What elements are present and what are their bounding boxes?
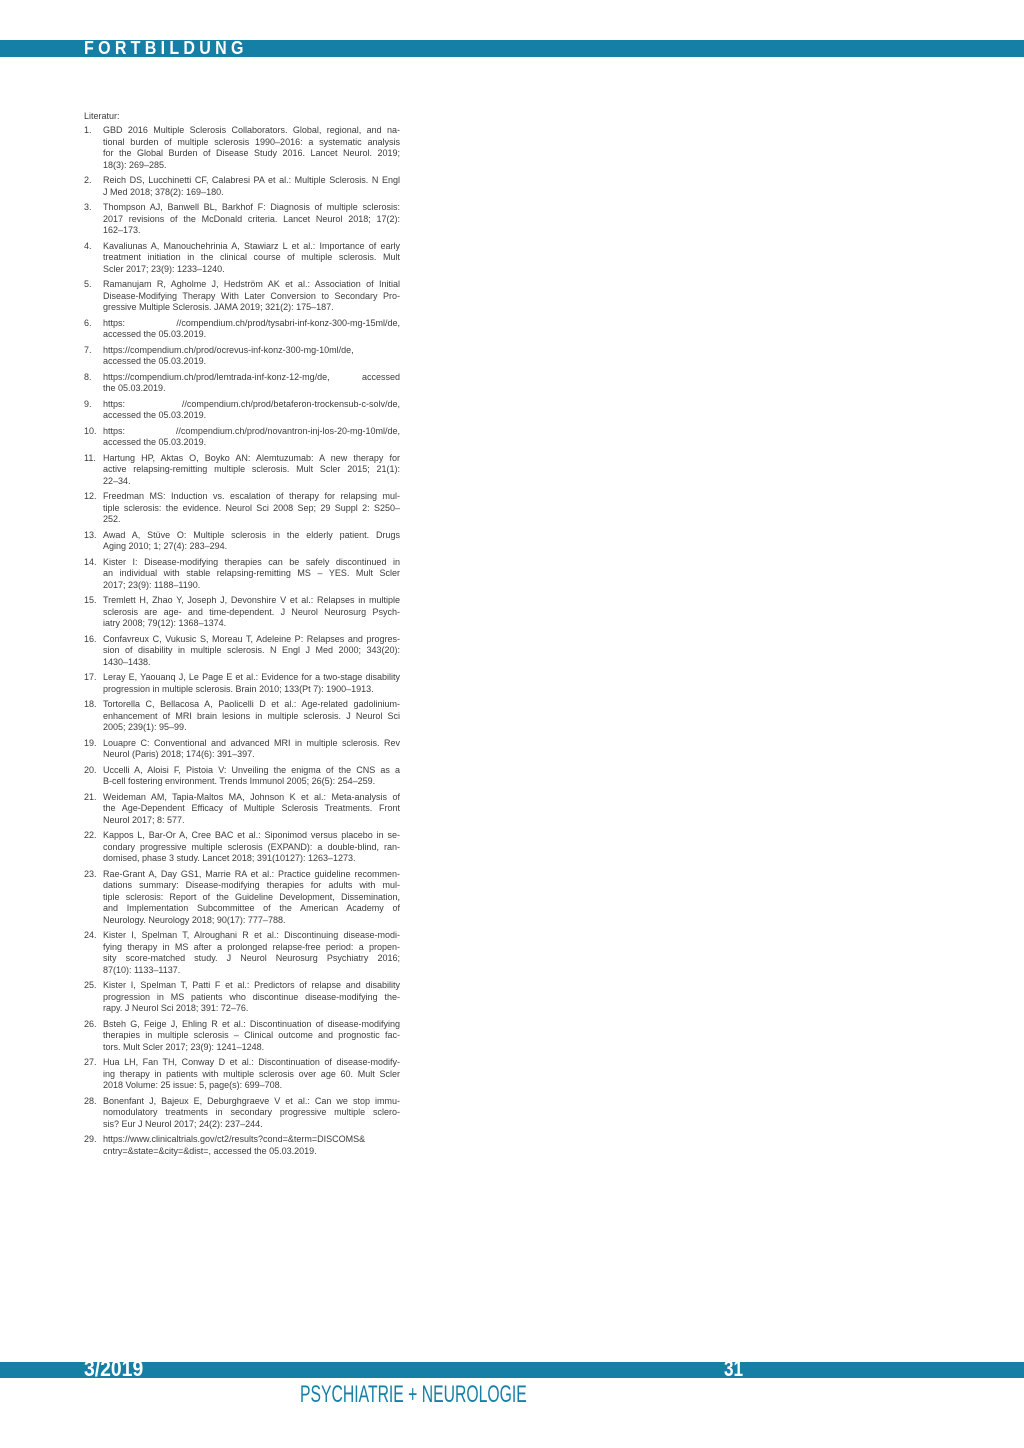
reference-text: [103, 738, 400, 761]
reference-line: Louapre C: Conventional and advanced MRI in multiple sclerosis. Rev: [103, 737, 400, 748]
reference-item: [84, 345, 400, 368]
reference-line: https://www.clinicaltrials.gov/ct2/results?cond=&term=DISCOMS&: [103, 1134, 366, 1144]
reference-line: J Med 2018; 378(2): 169–180.: [103, 186, 224, 197]
reference-line: enhancement of MRI brain lesions in multiple sclerosis. J Neurol Sci: [103, 710, 400, 721]
reference-line: Rae-Grant A, Day GS1, Marrie RA et al.: Practice guideline recommen-: [103, 868, 400, 879]
reference-list: [84, 125, 400, 1161]
reference-line: sion of disability in multiple sclerosis. N Engl J Med 2000; 343(20):: [103, 645, 400, 655]
reference-line: Bonenfant J, Bajeux E, Deburghgraeve V et al.: Can we stop immu-: [103, 1095, 400, 1106]
reference-line: 2017; 23(9): 1188–1190.: [103, 579, 201, 590]
reference-text: [103, 125, 400, 171]
references-heading: Literatur:: [84, 111, 120, 121]
reference-number: 7.: [84, 344, 92, 355]
reference-line: Ramanujam R, Agholme J, Hedström AK et al.: Association of Initial: [103, 279, 400, 289]
reference-line: Kappos L, Bar-Or A, Cree BAC et al.: Siponimod versus placebo in se-: [103, 830, 400, 840]
reference-item: [84, 672, 400, 695]
reference-text: [103, 930, 400, 976]
reference-item: [84, 738, 400, 761]
reference-number: 21.: [84, 791, 97, 802]
reference-line: 18(3): 269–285.: [103, 159, 167, 170]
reference-line: Leray E, Yaouanq J, Le Page E et al.: Evidence for a two-stage disability: [103, 672, 400, 682]
reference-item: [84, 1134, 400, 1157]
reference-text: [103, 318, 400, 341]
reference-number: 2.: [84, 175, 92, 185]
reference-number: 25.: [84, 980, 97, 990]
reference-item: [84, 557, 400, 592]
reference-line: Hartung HP, Aktas O, Boyko AN: Alemtuzumab: A new therapy for: [103, 452, 400, 463]
reference-number: 26.: [84, 1018, 97, 1029]
reference-item: [84, 699, 400, 734]
reference-line: Tortorella C, Bellacosa A, Paolicelli D et al.: Age-related gadolinium-: [103, 699, 400, 709]
reference-number: 23.: [84, 868, 97, 879]
reference-line: condary progressive multiple sclerosis (EXPAND): a double-blind, ran-: [103, 841, 400, 852]
reference-item: [84, 595, 400, 630]
reference-item: [84, 453, 400, 488]
reference-item: [84, 426, 400, 449]
reference-number: 9.: [84, 398, 92, 409]
reference-line: an individual with stable relapsing-remitting MS – YES. Mult Scler: [103, 568, 400, 578]
reference-item: [84, 1019, 400, 1054]
reference-item: [84, 125, 400, 171]
reference-item: [84, 241, 400, 276]
reference-text: [103, 1134, 400, 1157]
reference-text: [103, 765, 400, 788]
reference-item: [84, 202, 400, 237]
reference-item: [84, 318, 400, 341]
reference-item: [84, 869, 400, 927]
reference-line: 162–173.: [103, 225, 141, 235]
reference-line: Disease-Modifying Therapy With Later Conversion to Secondary Pro-: [103, 290, 400, 301]
reference-line: ing therapy in patients with multiple sclerosis over age 60. Mult Scler: [103, 1068, 400, 1079]
reference-number: 11.: [84, 452, 96, 463]
reference-line: Hua LH, Fan TH, Conway D et al.: Discontinuation of disease-modify-: [103, 1057, 400, 1067]
reference-item: [84, 1057, 400, 1092]
reference-number: 19.: [84, 737, 97, 748]
reference-item: [84, 634, 400, 669]
reference-number: 18.: [84, 699, 97, 709]
reference-item: [84, 830, 400, 865]
reference-line: Aging 2010; 1; 27(4): 283–294.: [103, 541, 228, 551]
reference-item: [84, 372, 400, 395]
reference-line: Awad A, Stüve O: Multiple sclerosis in the elderly patient. Drugs: [103, 529, 400, 540]
reference-line: the Age-Dependent Efficacy of Multiple Sclerosis Treatments. Front: [103, 803, 400, 813]
reference-line: https://compendium.ch/prod/ocrevus-inf-konz-300-mg-10ml/de,: [103, 344, 354, 355]
reference-line: Kavaliunas A, Manouchehrinia A, Stawiarz L et al.: Importance of early: [103, 240, 400, 251]
reference-text: [103, 491, 400, 526]
reference-text: [103, 869, 400, 927]
reference-line: dations summary: Disease-modifying therapies for adults with mul-: [103, 880, 400, 890]
reference-line: Weideman AM, Tapia-Maltos MA, Johnson K et al.: Meta-analysis of: [103, 791, 400, 802]
reference-line: sis? Eur J Neurol 2017; 24(2): 237–244.: [103, 1118, 263, 1129]
reference-number: 20.: [84, 764, 97, 775]
reference-line: Freedman MS: Induction vs. escalation of therapy for relapsing mul-: [103, 491, 400, 501]
reference-text: [103, 175, 400, 198]
reference-text: [103, 345, 400, 368]
reference-number: 29.: [84, 1134, 97, 1144]
reference-line: 1430–1438.: [103, 656, 151, 667]
reference-text: [103, 1057, 400, 1092]
reference-line: sity score-matched study. J Neurol Neurosurg Psychiatry 2016;: [103, 953, 400, 963]
reference-line: sclerosis are age- and time-dependent. J Neurol Neurosurg Psych-: [103, 606, 400, 617]
reference-text: [103, 372, 400, 395]
reference-number: 22.: [84, 830, 97, 840]
reference-line: https: //compendium.ch/prod/novantron-inj-los-20-mg-10ml/de,: [103, 425, 400, 436]
reference-text: [103, 980, 400, 1015]
reference-line: Uccelli A, Aloisi F, Pistoia V: Unveiling the enigma of the CNS as a: [103, 764, 400, 775]
reference-text: [103, 634, 400, 669]
section-title: FORTBILDUNG: [84, 38, 248, 59]
reference-line: 2005; 239(1): 95–99.: [103, 722, 187, 732]
reference-line: Confavreux C, Vukusic S, Moreau T, Adeleine P: Relapses and progres-: [103, 633, 400, 644]
reference-number: 17.: [84, 672, 97, 682]
reference-line: the 05.03.2019.: [103, 383, 166, 393]
reference-line: iatry 2008; 79(12): 1368–1374.: [103, 618, 227, 628]
page-number: 31: [724, 1356, 744, 1381]
reference-line: Neurol 2017; 8: 577.: [103, 814, 185, 825]
reference-line: rapy. J Neurol Sci 2018; 391: 72–76.: [103, 1003, 249, 1013]
reference-text: [103, 595, 400, 630]
reference-text: [103, 453, 400, 488]
reference-line: GBD 2016 Multiple Sclerosis Collaborators. Global, regional, and na-: [103, 125, 400, 135]
reference-line: Scler 2017; 23(9): 1233–1240.: [103, 263, 225, 274]
reference-number: 10.: [84, 425, 97, 436]
reference-number: 15.: [84, 595, 97, 605]
reference-item: [84, 980, 400, 1015]
reference-line: 22–34.: [103, 475, 131, 486]
reference-line: tors. Mult Scler 2017; 23(9): 1241–1248.: [103, 1041, 265, 1052]
reference-item: [84, 399, 400, 422]
reference-number: 24.: [84, 930, 97, 940]
reference-line: tiple sclerosis: the evidence. Neurol Sci 2008 Sep; 29 Suppl 2: S250–: [103, 502, 400, 513]
reference-text: [103, 792, 400, 827]
reference-line: Kister I, Spelman T, Alroughani R et al.: Discontinuing disease-modi-: [103, 930, 400, 940]
reference-line: domised, phase 3 study. Lancet 2018; 391(10127): 1263–1273.: [103, 853, 356, 863]
reference-number: 13.: [84, 529, 97, 540]
reference-text: [103, 202, 400, 237]
reference-text: [103, 1019, 400, 1054]
reference-number: 14.: [84, 556, 97, 567]
reference-line: Tremlett H, Zhao Y, Joseph J, Devonshire V et al.: Relapses in multiple: [103, 595, 400, 605]
reference-line: Neurol (Paris) 2018; 174(6): 391–397.: [103, 749, 255, 759]
reference-text: [103, 426, 400, 449]
reference-line: fying therapy in MS after a prolonged relapse-free period: a propen-: [103, 941, 400, 952]
reference-item: [84, 530, 400, 553]
reference-line: for the Global Burden of Disease Study 2016. Lancet Neurol. 2019;: [103, 148, 400, 158]
reference-item: [84, 279, 400, 314]
reference-number: 16.: [84, 633, 97, 644]
reference-number: 28.: [84, 1095, 97, 1106]
reference-line: Kister I, Spelman T, Patti F et al.: Predictors of relapse and disability: [103, 980, 400, 990]
reference-text: [103, 1096, 400, 1131]
reference-number: 4.: [84, 240, 92, 251]
reference-line: 2017 revisions of the McDonald criteria. Lancet Neurol 2018; 17(2):: [103, 213, 400, 224]
reference-item: [84, 930, 400, 976]
reference-line: and Implementation Subcommittee of the American Academy of: [103, 903, 400, 913]
reference-item: [84, 491, 400, 526]
reference-item: [84, 1096, 400, 1131]
reference-text: [103, 241, 400, 276]
reference-line: progression in multiple sclerosis. Brain 2010; 133(Pt 7): 1900–1913.: [103, 683, 374, 694]
reference-line: 87(10): 1133–1137.: [103, 964, 181, 975]
reference-line: therapies in multiple sclerosis – Clinical outcome and prognostic fac-: [103, 1030, 400, 1040]
reference-line: tional burden of multiple sclerosis 1990–2016: a systematic analysis: [103, 136, 400, 147]
reference-number: 6.: [84, 317, 92, 328]
reference-text: [103, 279, 400, 314]
reference-item: [84, 792, 400, 827]
reference-line: Bsteh G, Feige J, Ehling R et al.: Discontinuation of disease-modifying: [103, 1018, 400, 1029]
reference-number: 3.: [84, 202, 92, 212]
reference-text: [103, 830, 400, 865]
reference-item: [84, 175, 400, 198]
reference-line: cntry=&state=&city=&dist=, accessed the 05.03.2019.: [103, 1145, 317, 1156]
reference-text: [103, 672, 400, 695]
reference-line: https: //compendium.ch/prod/tysabri-inf-konz-300-mg-15ml/de,: [103, 317, 400, 328]
issue-label: 3/2019: [84, 1356, 144, 1381]
reference-line: 252.: [103, 514, 121, 524]
reference-line: B-cell fostering environment. Trends Immunol 2005; 26(5): 254–259.: [103, 776, 376, 786]
reference-line: Reich DS, Lucchinetti CF, Calabresi PA et al.: Multiple Sclerosis. N Engl: [103, 175, 400, 185]
reference-number: 12.: [84, 491, 97, 501]
reference-number: 1.: [84, 125, 92, 135]
reference-line: tiple sclerosis: Report of the Guideline Development, Dissemination,: [103, 891, 400, 902]
reference-number: 8.: [84, 371, 92, 382]
reference-line: progression in MS patients who discontinue disease-modifying the-: [103, 991, 400, 1002]
reference-line: accessed the 05.03.2019.: [103, 410, 207, 420]
reference-line: treatment initiation in the clinical course of multiple sclerosis. Mult: [103, 252, 400, 262]
reference-text: [103, 399, 400, 422]
reference-item: [84, 765, 400, 788]
reference-line: active relapsing-remitting multiple sclerosis. Mult Scler 2015; 21(1):: [103, 464, 400, 474]
reference-line: https://compendium.ch/prod/lemtrada-inf-konz-12-mg/de, accessed: [103, 371, 400, 382]
reference-line: Thompson AJ, Banwell BL, Barkhof F: Diagnosis of multiple sclerosis:: [103, 202, 400, 212]
reference-line: Neurology. Neurology 2018; 90(17): 777–788.: [103, 914, 286, 925]
reference-line: https: //compendium.ch/prod/betaferon-trockensub-c-solv/de,: [103, 398, 400, 409]
reference-text: [103, 530, 400, 553]
reference-line: nomodulatory treatments in secondary progressive multiple sclero-: [103, 1107, 400, 1117]
reference-line: accessed the 05.03.2019.: [103, 437, 207, 447]
reference-number: 27.: [84, 1057, 97, 1067]
reference-text: [103, 699, 400, 734]
reference-number: 5.: [84, 279, 92, 289]
reference-line: accessed the 05.03.2019.: [103, 356, 207, 366]
reference-text: [103, 557, 400, 592]
reference-line: Kister I: Disease-modifying therapies can be safely discontinued in: [103, 556, 400, 567]
footer-bar: [0, 1356, 1024, 1381]
reference-line: accessed the 05.03.2019.: [103, 329, 207, 339]
journal-name: PSYCHIATRIE + NEUROLOGIE: [300, 1381, 527, 1408]
reference-line: 2018 Volume: 25 issue: 5, page(s): 699–708.: [103, 1080, 283, 1090]
reference-line: gressive Multiple Sclerosis. JAMA 2019; 321(2): 175–187.: [103, 302, 334, 312]
